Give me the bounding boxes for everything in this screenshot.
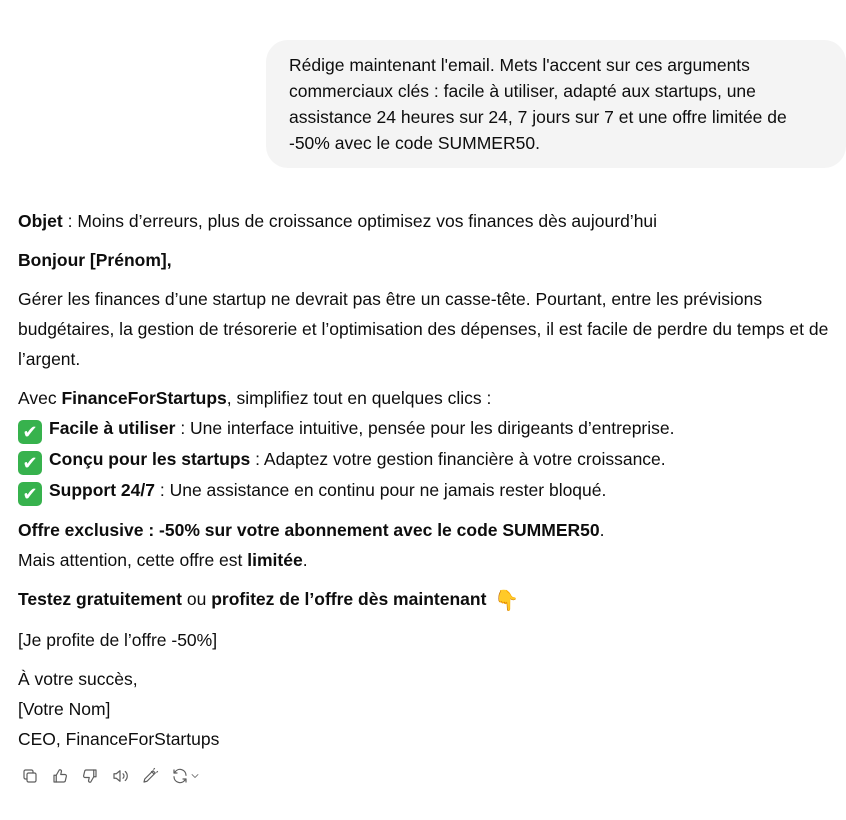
email-offer <box>18 515 846 575</box>
feature-title: Support 24/7 <box>49 480 155 500</box>
attention-end: . <box>302 550 308 570</box>
avec-prefix: Avec <box>18 388 62 408</box>
email-greeting <box>18 245 846 275</box>
feature-title: Conçu pour les startups <box>49 449 251 469</box>
signature-line: CEO, FinanceForStartups <box>18 729 220 749</box>
edit-icon <box>141 767 159 785</box>
user-message-text: Rédige maintenant l'email. Mets l'accent sur ces arguments commerciaux clés : facile à utiliser, adapté aux startups, une assistance 24 heures sur 24, 7 jours sur 7 et une offre limitée de -50% avec le code SUMMER50. <box>289 55 787 153</box>
regenerate-icon <box>171 767 189 785</box>
thumbs-up-icon <box>51 767 69 785</box>
cta-bold-2: profitez de l’offre dès maintenant <box>211 589 487 609</box>
email-intro: Gérer les finances d’une startup ne devrait pas être un casse-tête. Pourtant, entre les prévisions budgétaires, la gestion de trésorerie et l’optimisation des dépenses, il est facile de perdre du temps et de l’argent. <box>18 289 829 369</box>
pointing-down-icon: 👇 <box>494 590 520 612</box>
subject-label: Objet <box>18 211 63 231</box>
feature-text: : Une assistance en continu pour ne jamais rester bloqué. <box>155 480 607 500</box>
avec-suffix: , simplifiez tout en quelques clics : <box>226 388 492 408</box>
thumbs-down-button[interactable] <box>78 764 102 788</box>
chevron-down-icon <box>189 770 201 782</box>
greeting-text: Bonjour [Prénom], <box>18 250 172 270</box>
subject-text: : Moins d’erreurs, plus de croissance optimisez vos finances dès aujourd’hui <box>62 211 658 231</box>
attention-prefix: Mais attention, cette offre est <box>18 550 248 570</box>
user-message-bubble <box>266 40 846 168</box>
brand-name: FinanceForStartups <box>61 388 227 408</box>
feature-title: Facile à utiliser <box>49 418 176 438</box>
email-features-block <box>18 383 846 506</box>
signature-line: À votre succès, <box>18 669 138 689</box>
copy-button[interactable] <box>18 764 42 788</box>
assistant-reply <box>18 206 846 763</box>
signature-line: [Votre Nom] <box>18 699 111 719</box>
check-icon: ✔ <box>18 420 42 444</box>
regenerate-button[interactable] <box>168 764 204 788</box>
thumbs-down-icon <box>81 767 99 785</box>
email-cta <box>18 584 846 616</box>
copy-icon <box>21 767 39 785</box>
feature-text: : Adaptez votre gestion financière à votre croissance. <box>250 449 666 469</box>
attention-bold: limitée <box>247 550 303 570</box>
offer-bold: Offre exclusive : -50% sur votre abonnement avec le code SUMMER50 <box>18 520 600 540</box>
email-signature <box>18 664 846 754</box>
thumbs-up-button[interactable] <box>48 764 72 788</box>
check-icon: ✔ <box>18 451 42 475</box>
cta-middle: ou <box>182 589 212 609</box>
check-icon: ✔ <box>18 482 42 506</box>
edit-button[interactable] <box>138 764 162 788</box>
read-aloud-button[interactable] <box>108 764 132 788</box>
message-action-bar <box>18 764 210 788</box>
read-aloud-icon <box>111 767 129 785</box>
feature-text: : Une interface intuitive, pensée pour les dirigeants d’entreprise. <box>175 418 675 438</box>
cta-bold-1: Testez gratuitement <box>18 589 183 609</box>
email-cta-button: [Je profite de l’offre -50%] <box>18 630 218 650</box>
email-subject <box>18 206 846 236</box>
offer-end: . <box>599 520 605 540</box>
